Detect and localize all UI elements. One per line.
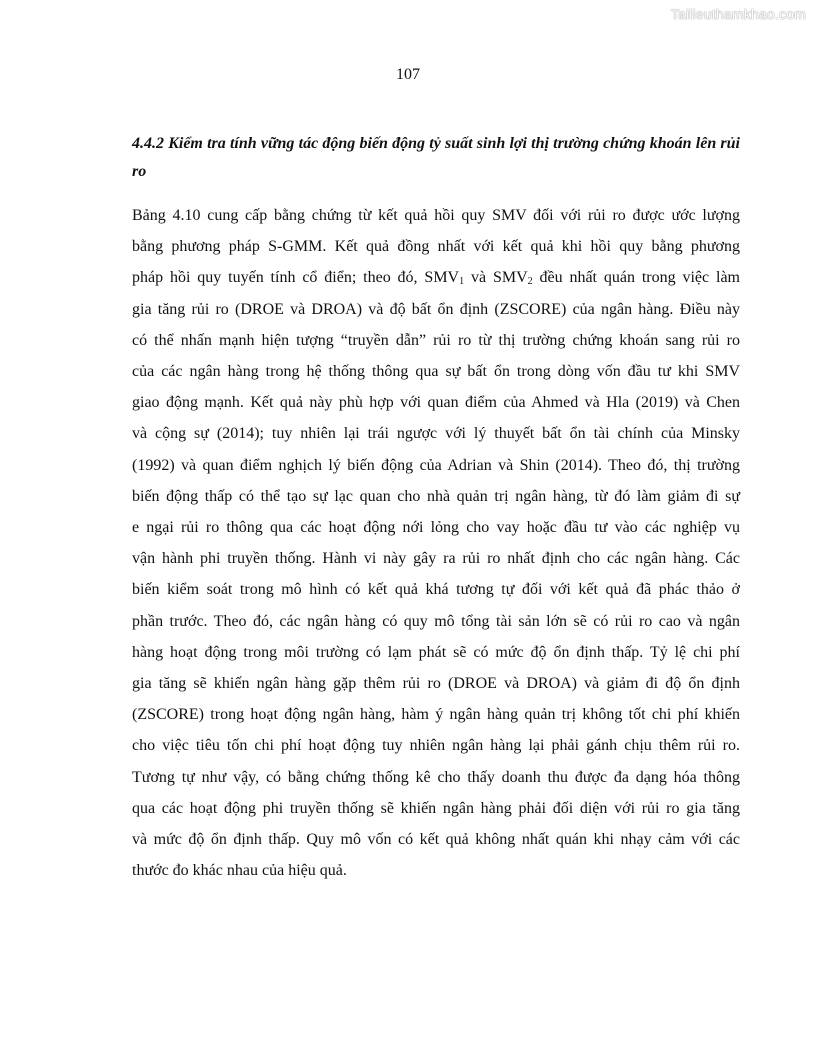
paragraph-line: vận hành phi truyền thống. Hành vi này gây ra rủi ro nhất định cho các ngân hàng. Các (132, 550, 740, 568)
subscript: 2 (527, 276, 533, 288)
paragraph-line: Tương tự như vậy, có bằng chứng thống kê cho thấy doanh thu được đa dạng hóa thông (132, 768, 740, 786)
line-text: pháp hồi quy tuyến tính cổ điển; theo đó, SMV (132, 269, 460, 287)
paragraph-line: giao động mạnh. Kết quả này phù hợp với quan điểm của Ahmed và Hla (2019) và Chen (132, 394, 740, 412)
watermark: Tailieuthamkhao.com (670, 6, 806, 22)
paragraph-line: qua các hoạt động phi truyền thống sẽ khiến ngân hàng phải đối diện với rủi ro gia tăng (132, 799, 740, 817)
paragraph-line: gia tăng rủi ro (DROE và DROA) và độ bất ổn định (ZSCORE) của ngân hàng. Điều này (132, 300, 740, 318)
paragraph-line: e ngại rủi ro thông qua các hoạt động nới lỏng cho vay hoặc đầu tư vào các nghiệp vụ (132, 519, 740, 537)
paragraph-line: biến kiểm soát trong mô hình có kết quả khá tương tự đối với kết quả đã phác thảo ở (132, 581, 740, 599)
line-text: đều nhất quán trong việc làm (532, 269, 740, 287)
paragraph-line: (ZSCORE) trong hoạt động ngân hàng, hàm ý ngân hàng quản trị không tốt chi phí khiến (132, 706, 740, 724)
paragraph-line: Bảng 4.10 cung cấp bằng chứng từ kết quả hồi quy SMV đối với rủi ro được ước lượng (132, 207, 740, 224)
paragraph-line (132, 262, 740, 293)
paragraph-line: gia tăng sẽ khiến ngân hàng gặp thêm rủi ro (DROE và DROA) và giảm đi độ ổn định (132, 675, 740, 693)
paragraph-line: của các ngân hàng trong hệ thống thông qua sự bất ổn trong dòng vốn đầu tư khi SMV (132, 363, 740, 381)
line-text: và SMV (464, 269, 528, 287)
paragraph-line: biến động thấp có thể tạo sự lạc quan cho nhà quản trị ngân hàng, từ đó làm giảm đi sự (132, 487, 740, 505)
paragraph-line: hàng hoạt động trong môi trường có lạm phát sẽ có mức độ ổn định thấp. Tỷ lệ chi phí (132, 643, 740, 661)
paragraph-line: và mức độ ổn định thấp. Quy mô vốn có kết quả không nhất quán khi nhạy cảm với các (132, 831, 740, 849)
paragraph-line: bằng phương pháp S-GMM. Kết quả đồng nhất với kết quả khi hồi quy bằng phương (132, 238, 740, 256)
paragraph-line: (1992) và quan điểm nghịch lý biến động của Adrian và Shin (2014). Theo đó, thị trường (132, 456, 740, 474)
paragraph-line: cho việc tiêu tốn chi phí hoạt động tuy nhiên ngân hàng lại phải gánh chịu thêm rủi ro. (132, 737, 740, 755)
paragraph-line: và cộng sự (2014); tuy nhiên lại trái ngược với lý thuyết bất ổn tài chính của Minsky (132, 425, 740, 443)
page-number: 107 (396, 66, 420, 83)
paragraph-line: phần trước. Theo đó, các ngân hàng có quy mô tổng tài sản lớn sẽ có rủi ro cao và ngân (132, 612, 740, 630)
paragraph-line: thước đo khác nhau của hiệu quả. (132, 862, 347, 880)
body-paragraph (132, 200, 740, 886)
section-heading: 4.4.2 Kiểm tra tính vững tác động biến động tỷ suất sinh lợi thị trường chứng khoán lên rủi ro (132, 135, 740, 180)
subscript: 1 (459, 276, 465, 288)
paragraph-line: có thể nhấn mạnh hiện tượng “truyền dẫn” rủi ro từ thị trường chứng khoán sang rủi ro (132, 331, 740, 349)
